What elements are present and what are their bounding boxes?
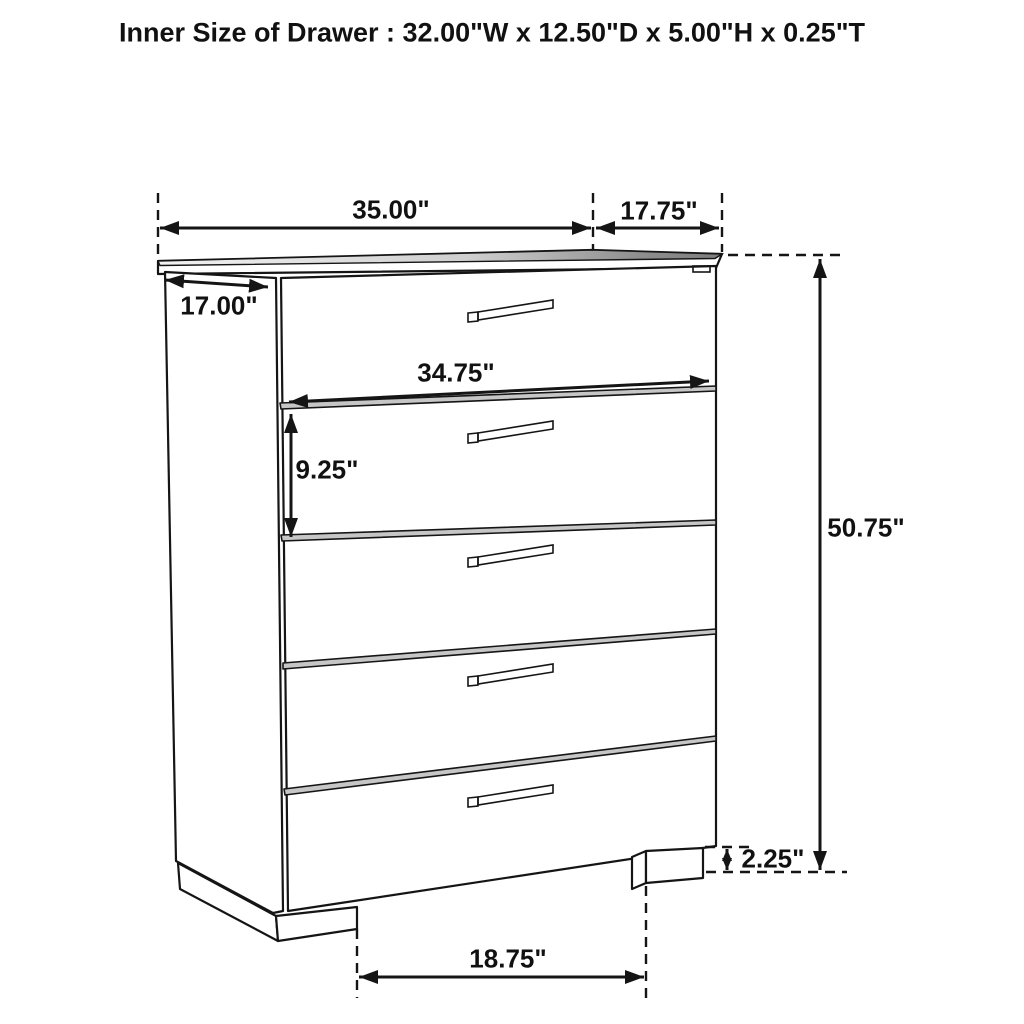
dim-label-plinth-height: 2.25" [741,843,805,874]
dim-label-top-width: 35.00" [352,194,430,225]
left-side-panel [165,272,288,913]
diagram-title: Inner Size of Drawer : 32.00"W x 12.50"D x 5.00"H x 0.25"T [118,17,866,48]
dim-label-drawer-height: 9.25" [295,454,359,485]
front-face [281,266,716,911]
dim-label-drawer-width: 34.75" [417,357,495,388]
dim-label-leg-gap: 18.75" [469,943,547,974]
right-leg [632,848,703,889]
dim-label-side-depth: 17.00" [180,290,258,321]
dim-label-total-height: 50.75" [827,512,905,543]
dim-label-top-depth: 17.75" [620,195,698,226]
